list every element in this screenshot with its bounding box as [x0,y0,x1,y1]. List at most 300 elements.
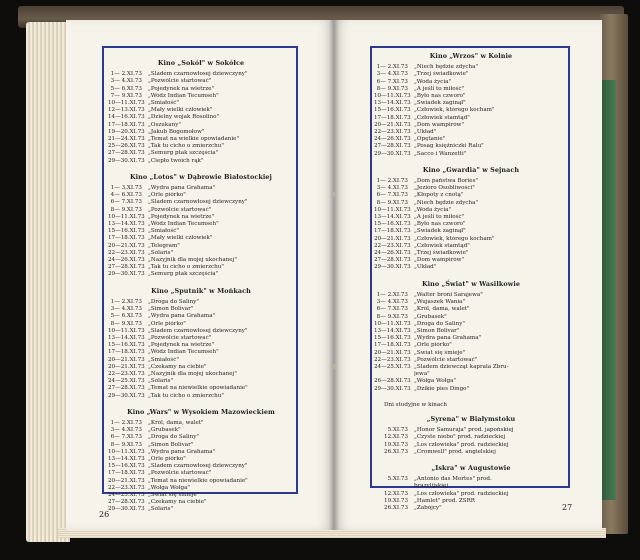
study-days-heading: Dni studyjne w kinach [384,401,447,408]
screening-dates: 13—14.XI.73 [374,100,411,107]
green-cover-strip [602,80,616,500]
screening-row [374,100,568,107]
film-title: „Czekamy na ciebie" [148,499,207,506]
screening-row [374,122,568,129]
screening-row [374,207,568,214]
film-title: „Cromwell" prod. angielskiej [414,448,496,455]
film-title: „Honor Samuraja" prod. japońskiej [414,427,514,434]
film-title: „Świadek zaginął" [414,228,466,235]
screening-row [374,71,568,78]
screening-dates: 8— 9.XI.73 [110,206,142,213]
cinema-title: Kino „Świat" w Wasilkowie [421,279,521,288]
cinema-section [108,174,294,279]
film-title: „Wujaszek Wania" [414,299,466,306]
binding-staple [333,192,336,197]
screening-row [374,434,568,441]
screening-dates: 17—18.XI.73 [374,342,411,349]
film-title: „Los człowieka" prod. radzieckiej [414,490,509,497]
screening-dates: 17—18.XI.73 [108,235,145,242]
screening-dates: 20—21.XI.73 [108,356,145,363]
screening-dates: 3— 4.XI.73 [110,306,142,313]
film-title: „Pojedynek na wietrze" [148,213,215,220]
film-title: „Temat na niewielkie opowiadanie" [148,477,248,484]
screening-dates: 10—11.XI.73 [108,327,145,334]
film-title: „Solaris" [148,249,174,256]
screening-dates: 14—16.XI.73 [108,114,145,121]
screening-row [374,243,568,250]
screening-row [374,306,568,313]
screening-row [108,250,294,257]
screening-dates: 24—26.XI.73 [374,136,411,143]
screening-row [374,214,568,221]
screening-row [374,505,568,512]
screening-row [108,264,294,271]
screening-dates: 10—11.XI.73 [374,206,411,213]
film-title: „Hamlet" prod. ZSRR [414,497,476,504]
film-title: „Układ" [414,129,437,136]
book-gutter [329,20,339,530]
film-title: „Dom wampirów" [414,257,465,264]
screening-row [374,292,568,299]
film-title: „Woda życia" [414,206,452,213]
screening-row [374,136,568,143]
screening-row [108,328,294,335]
screening-row [108,420,294,427]
film-title: „Orle piórko" [148,192,186,199]
screening-dates: 20—21.XI.73 [374,349,411,356]
screening-dates: 17—18.XI.73 [374,228,411,235]
screening-dates: 17—18.XI.73 [108,470,145,477]
screening-row [108,114,294,121]
film-title: „Droga do Saliny" [414,320,465,327]
screening-row [108,335,294,342]
film-title: „Tak tu cicho o zmierzchu" [148,143,224,150]
screening-row [374,386,568,393]
cinema-title: Kino „Wrzos" w Kolnie [429,52,513,60]
film-title: „Tak tu cicho o zmierzchu" [148,264,224,271]
screening-row [374,371,568,378]
screening-row [108,257,294,264]
screening-row [374,236,568,243]
film-title: „Śladem dziewcząt kaprala Zbru- [414,363,509,370]
screening-dates: 3— 4.XI.73 [376,185,408,192]
screening-row [108,78,294,85]
screening-row [108,214,294,221]
cinema-section [108,409,294,514]
screening-dates: 25—26.XI.73 [108,143,145,150]
screening-dates: 15—16.XI.73 [108,342,145,349]
film-title: „Król, dama, walet" [148,419,204,426]
screening-row [108,393,294,400]
screening-row [108,150,294,157]
film-title: „Świat się śmieje" [148,491,200,498]
screening-row [108,485,294,492]
screening-dates: 12.XI.73 [384,490,408,497]
screening-dates: 24—25.XI.73 [108,491,145,498]
screening-row [374,321,568,328]
screening-row [108,478,294,485]
film-title: „Niech będzie zdycha" [414,199,479,206]
screening-dates: 1— 2.XI.73 [110,71,142,78]
screening-dates: 10—11.XI.73 [108,448,145,455]
screening-dates: 22—23.XI.73 [374,356,411,363]
cinema-section [374,167,568,272]
film-title: „Śladem czarnowłosej dziewczyny" [148,71,248,78]
film-title: „Opętanie" [414,136,446,143]
screening-dates: 29—30.XI.73 [108,271,145,278]
screening-row [374,449,568,456]
film-title: „Czekamy na ciebie" [148,363,207,370]
screening-row [374,442,568,449]
screening-dates: 22—23.XI.73 [374,242,411,249]
film-title: „Człowiek, którego kocham" [414,107,495,114]
screening-dates: 20—21.XI.73 [108,477,145,484]
screening-row [108,357,294,364]
screening-dates: 24—25.XI.73 [108,378,145,385]
film-title: „Trzej świadkowie" [414,71,469,78]
screening-row [108,122,294,129]
screening-dates: 6— 7.XI.73 [376,192,408,199]
screening-row [374,328,568,335]
film-title: „Śmiałość" [148,356,179,363]
screening-row [374,64,568,71]
film-title: „Człowiek, którego kocham" [414,235,495,242]
page-number-left: 26 [99,510,110,519]
cinema-title: Kino „Gwardia" w Sejnach [422,165,520,174]
screening-dates: 29—30.XI.73 [374,150,411,157]
screening-dates: 15—16.XI.73 [374,335,411,342]
screening-row [108,71,294,78]
screening-row [374,483,568,490]
screening-dates: 20—21.XI.73 [374,235,411,242]
screening-dates: 17—18.XI.73 [108,349,145,356]
screening-row [108,470,294,477]
screening-row [108,306,294,313]
film-title: „Ciepło twoich rąk" [148,157,204,164]
film-title: „Układ" [414,264,437,271]
screening-dates: 27—28.XI.73 [108,264,145,271]
screening-dates: 7— 9.XI.73 [110,92,142,99]
screening-row [374,250,568,257]
film-title: „Simon Bolivar" [148,441,194,448]
film-title: „Woda życia" [414,78,452,85]
screening-dates: 29—30.XI.73 [108,157,145,164]
screening-row [108,506,294,513]
film-title: „Grubasek" [148,427,181,434]
screening-row [374,314,568,321]
cinema-section [374,281,568,393]
film-title: „Śladem czarnowłosej dziewczyny" [148,199,248,206]
screening-row [374,129,568,136]
film-title: „Posag księżniczki Ralu" [414,143,484,150]
screening-dates: 13—14.XI.73 [108,334,145,341]
screening-row [108,385,294,392]
film-title: „Król, dama, walet" [414,306,470,313]
film-title: „Walter broni Sarajewa" [414,291,483,298]
film-title: „Sacco i Wanzetti" [414,150,467,157]
film-title: „Mały wielki człowiek" [148,107,213,114]
film-title: „Pozwólcie startować" [414,356,478,363]
screening-row [374,350,568,357]
screening-row [108,93,294,100]
cinema-section [374,416,568,456]
screening-dates: 13—14.XI.73 [108,455,145,462]
cinema-section [374,53,568,158]
screening-row [108,158,294,165]
film-title: „Simon Bolivar" [148,306,194,313]
screening-dates: 1— 2.XI.73 [376,178,408,185]
screening-row [374,264,568,271]
film-title: „Droga do Saliny" [148,434,199,441]
film-title: „Jakub Bogomołow" [148,128,205,135]
screening-dates: 19.XI.73 [384,441,408,448]
film-title: „Dzikie pies Dingo" [414,385,470,392]
screening-row [108,449,294,456]
screening-dates: 8— 9.XI.73 [376,199,408,206]
screening-row [374,79,568,86]
screening-row [108,207,294,214]
screening-dates: 10—11.XI.73 [374,93,411,100]
screening-row [374,299,568,306]
screening-dates: 27—28.XI.73 [374,257,411,264]
screening-dates: 3— 4.XI.73 [110,427,142,434]
screening-row [374,228,568,235]
screening-dates: 13—14.XI.73 [374,214,411,221]
film-title: „Śmiałość" [148,228,179,235]
screening-dates: 6— 7.XI.73 [110,199,142,206]
screening-row [108,221,294,228]
screening-dates: 8— 9.XI.73 [376,85,408,92]
screening-dates: 1— 3.XI.73 [110,185,142,192]
screening-dates: 1— 2.XI.73 [110,298,142,305]
film-title: brazylijskiej [414,483,449,490]
cinema-title: Kino „Sokół" w Sokółce [157,59,245,67]
screening-row [108,371,294,378]
film-title: „Pozwólcie startować" [148,206,212,213]
screening-dates: 6— 7.XI.73 [376,306,408,313]
screening-row [108,313,294,320]
film-title: „Wydra pana Grahama" [148,313,216,320]
film-title: „Telegram" [148,242,180,249]
screening-dates: 15—16.XI.73 [374,107,411,114]
screening-row [374,107,568,114]
cinema-title: Kino „Sputnik" w Mońkach [151,286,251,295]
film-title: „Semurg ptak szczęścia" [148,271,219,278]
screening-dates: 26.XI.73 [384,504,408,511]
film-title: „Człowiek stamtąd" [414,242,470,249]
screening-dates: 27—28.XI.73 [108,150,145,157]
screening-row [374,357,568,364]
screening-dates: 12—13.XI.73 [108,107,145,114]
screening-row [374,335,568,342]
film-title: „Niech będzie zdycha" [414,64,479,71]
left-page-listings [108,60,294,523]
film-title: „Semurg ptak szczęścia" [148,150,219,157]
screening-dates [374,371,414,378]
film-title: „Mały wielki człowiek" [148,235,213,242]
screening-dates: 15—16.XI.73 [108,228,145,235]
screening-row [108,299,294,306]
film-title: „Solaris" [148,378,174,385]
film-title: „Było nas czworo" [414,93,466,100]
screening-row [108,492,294,499]
screening-dates: 22—23.XI.73 [108,249,145,256]
film-title: jewa" [414,371,430,378]
screening-dates: 10—11.XI.73 [108,100,145,107]
screening-row [108,364,294,371]
screening-dates: 24—26.XI.73 [108,257,145,264]
film-title: „Wódz Indian Tecumseh" [148,92,219,99]
film-title: „Wołga Wołga" [148,484,190,491]
screening-row [374,93,568,100]
cinema-title: „Iskra" w Augustowie [431,463,511,472]
film-title: „Świadek zaginął" [414,100,466,107]
film-title: „Nazyjnik dla mojej ukochanej" [148,370,237,377]
right-page-listings [374,53,568,521]
film-title: „Droga do Saliny" [148,298,199,305]
film-title: „Grubasek" [414,313,447,320]
film-title: „Antonio das Mortes" prod. [414,476,492,483]
screening-row [374,221,568,228]
screening-dates: 13—14.XI.73 [108,221,145,228]
screening-dates: 1— 2.XI.73 [376,64,408,71]
screening-dates: 15—16.XI.73 [108,463,145,470]
cinema-section [108,60,294,165]
screening-row [108,499,294,506]
screening-dates: 27—28.XI.73 [108,499,145,506]
film-title: „Jezioro Osobliwości" [414,185,475,192]
screening-row [374,143,568,150]
film-title: „Wydra pana Grahama" [148,448,216,455]
screening-row [108,100,294,107]
screening-row [374,151,568,158]
screening-row [374,115,568,122]
film-title: „Śladem czarnowłosej dziewczyny" [148,463,248,470]
screening-dates: 19.XI.73 [384,497,408,504]
screening-row [108,129,294,136]
film-title: „Wódz Indian Tecumseh" [148,349,219,356]
screening-row [108,235,294,242]
screening-row [374,192,568,199]
screening-row [374,476,568,483]
film-title: „Pojedynek na wietrze" [148,85,215,92]
film-title: „Orle piórko" [148,320,186,327]
film-title: „Orle piórko" [414,342,452,349]
screening-dates: 19—20.XI.73 [108,128,145,135]
cinema-title: Kino „Lotos" w Dąbrowie Białostockiej [130,172,272,181]
film-title: „Trzej świadkowie" [414,250,469,257]
film-title: „Pozwólcie startować" [148,78,212,85]
film-title: „Pozwólcie startować" [148,334,212,341]
screening-row [108,342,294,349]
film-title: „Kłopoty z cnotą" [414,192,464,199]
screening-dates: 8— 9.XI.73 [110,320,142,327]
film-title: „Oszukany" [148,121,181,128]
page-edges-left [26,22,70,542]
screening-dates: 22—23.XI.73 [108,370,145,377]
screening-dates: 17—18.XI.73 [374,114,411,121]
screening-row [374,378,568,385]
film-title: „Śladem czarnowłosej dziewczyny" [148,327,248,334]
screening-dates: 3— 4.XI.73 [376,299,408,306]
screening-dates: 24—25.XI.73 [374,363,411,370]
film-title: „Było nas czworo" [414,221,466,228]
screening-row [108,143,294,150]
screening-row [108,456,294,463]
screening-dates: 27—28.XI.73 [374,143,411,150]
screening-dates: 22—23.XI.73 [108,484,145,491]
page-number-right: 27 [562,503,573,512]
screening-dates: 27—28.XI.73 [108,385,145,392]
screening-row [108,434,294,441]
film-title: „Dom wampirów" [414,121,465,128]
screening-dates: 1— 2.XI.73 [376,291,408,298]
film-title: „Dom państwa Bories" [414,178,479,185]
film-title: „Śmiałość" [148,100,179,107]
cinema-title: „Syrena" w Białymstoku [426,414,516,423]
screening-dates: 10—11.XI.73 [374,320,411,327]
film-title: „Tak tu cicho o zmierzchu" [148,392,224,399]
cinema-title: Kino „Wars" w Wysokiem Mazowieckiem [127,407,275,416]
screening-dates: 5— 6.XI.73 [110,313,142,320]
film-title: „Czyste niebo" prod. radzieckiej [414,434,506,441]
screening-dates: 26—28.XI.73 [374,378,411,385]
film-title: „A jeśli to miłość" [414,85,465,92]
screening-row [108,349,294,356]
screening-dates: 3— 4.XI.73 [110,78,142,85]
screening-row [108,442,294,449]
film-title: „Świat się śmieje" [414,349,466,356]
film-title: „Nazyjnik dla mojej ukochanej" [148,257,237,264]
screening-row [374,185,568,192]
screening-row [374,86,568,93]
screening-row [108,199,294,206]
screening-dates: 24—26.XI.73 [374,250,411,257]
film-title: „A jeśli to miłość" [414,214,465,221]
screening-row [108,463,294,470]
screening-dates: 29—30.XI.73 [374,264,411,271]
cinema-section [374,465,568,512]
screening-dates: 6— 7.XI.73 [376,78,408,85]
screening-row [374,427,568,434]
screening-dates: 4— 6.XI.73 [110,192,142,199]
screening-dates: 8— 9.XI.73 [376,313,408,320]
screening-dates: 3— 4.XI.73 [376,71,408,78]
screening-row [108,271,294,278]
screening-dates: 5— 6.XI.73 [110,85,142,92]
screening-dates: 29—30.XI.73 [108,392,145,399]
screening-row [374,498,568,505]
screening-row [108,228,294,235]
screening-dates: 22—23.XI.73 [374,129,411,136]
screening-row [374,257,568,264]
screening-row [108,243,294,250]
screening-dates: 20—21.XI.73 [108,242,145,249]
film-title: „Temat na wielkie opowiadanie" [148,136,240,143]
film-title: „Los człowieka" prod. radzieckiej [414,441,509,448]
screening-dates: 20—21.XI.73 [108,363,145,370]
screening-row [108,321,294,328]
film-title: „Simon Bolivar" [414,327,460,334]
screening-dates: 15—16.XI.73 [374,221,411,228]
screening-dates: 1— 2.XI.73 [110,419,142,426]
screening-dates: 26.XI.73 [384,448,408,455]
screening-dates: 17—18.XI.73 [108,121,145,128]
film-title: „Wydra pana Grahama" [414,335,482,342]
screening-dates: 10—11.XI.73 [108,213,145,220]
screening-dates: 29—30.XI.73 [374,385,411,392]
film-title: „Wołga Wołga" [414,378,456,385]
